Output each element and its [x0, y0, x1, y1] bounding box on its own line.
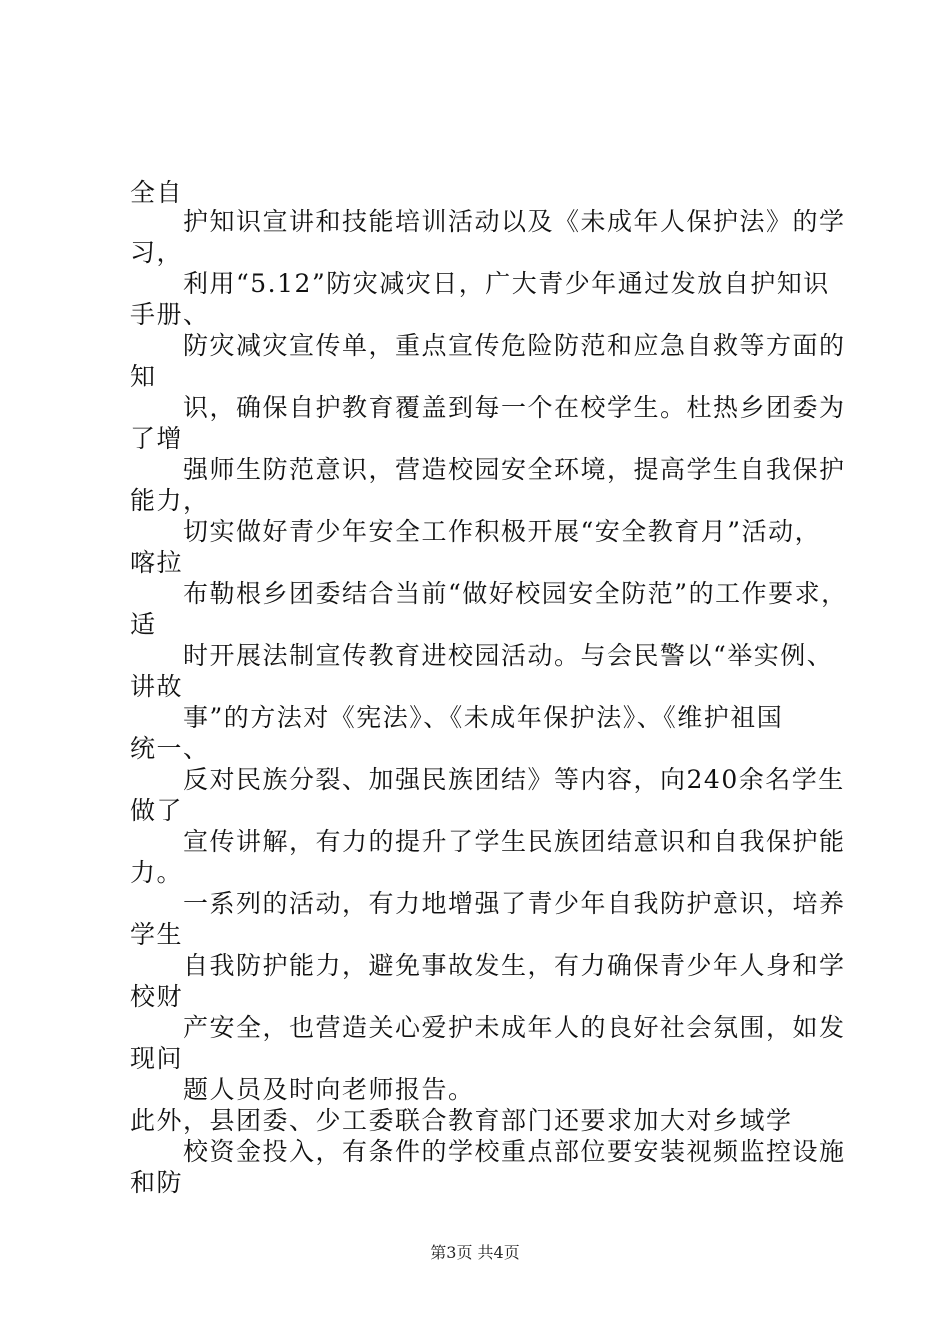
text-line: 力。 — [130, 858, 184, 887]
text-line: 现问 — [130, 1044, 184, 1073]
text-line: 习， — [130, 238, 184, 267]
text-line: 自我防护能力，避免事故发生，有力确保青少年人身和学 — [183, 951, 846, 980]
text-line: 反对民族分裂、加强民族团结》等内容，向240余名学生 — [183, 765, 845, 794]
text-line: 强师生防范意识，营造校园安全环境，提高学生自我保护 — [183, 455, 846, 484]
text-line: 校财 — [130, 982, 184, 1011]
text-line: 题人员及时向老师报告。 — [183, 1075, 475, 1104]
text-line: 和防 — [130, 1168, 184, 1197]
page-number-footer: 第3页 共4页 — [430, 1243, 520, 1262]
text-line: 布勒根乡团委结合当前“做好校园安全防范”的工作要求， — [183, 579, 848, 608]
text-line: 手册、 — [130, 300, 210, 329]
text-line: 宣传讲解，有力的提升了学生民族团结意识和自我保护能 — [183, 827, 846, 856]
text-line: 识，确保自护教育覆盖到每一个在校学生。杜热乡团委为 — [183, 393, 846, 422]
text-line: 适 — [130, 610, 157, 639]
text-line: 做了 — [130, 796, 184, 825]
text-line: 知 — [130, 362, 157, 391]
text-line: 喀拉 — [130, 548, 184, 577]
text-line: 统一、 — [130, 734, 210, 763]
text-line: 产安全，也营造关心爱护未成年人的良好社会氛围，如发 — [183, 1013, 846, 1042]
text-line: 全自 — [130, 178, 184, 207]
text-line: 时开展法制宣传教育进校园活动。与会民警以“举实例、 — [183, 641, 834, 670]
text-line: 事”的方法对《宪法》、《未成年保护法》、《维护祖国 — [183, 703, 784, 732]
text-line: 此外，县团委、少工委联合教育部门还要求加大对乡域学 — [130, 1106, 793, 1135]
text-line: 防灾减灾宣传单，重点宣传危险防范和应急自救等方面的 — [183, 331, 846, 360]
text-line: 能力， — [130, 486, 210, 515]
text-line: 护知识宣讲和技能培训活动以及《未成年人保护法》的学 — [183, 207, 846, 236]
text-line: 了增 — [130, 424, 184, 453]
text-line: 一系列的活动，有力地增强了青少年自我防护意识，培养 — [183, 889, 846, 918]
text-line: 讲故 — [130, 672, 184, 701]
text-line: 学生 — [130, 920, 184, 949]
text-line: 切实做好青少年安全工作积极开展“安全教育月”活动， — [183, 517, 822, 546]
text-line: 校资金投入，有条件的学校重点部位要安装视频监控设施 — [183, 1137, 846, 1166]
text-line: 利用“5.12”防灾减灾日，广大青少年通过发放自护知识 — [183, 269, 830, 298]
